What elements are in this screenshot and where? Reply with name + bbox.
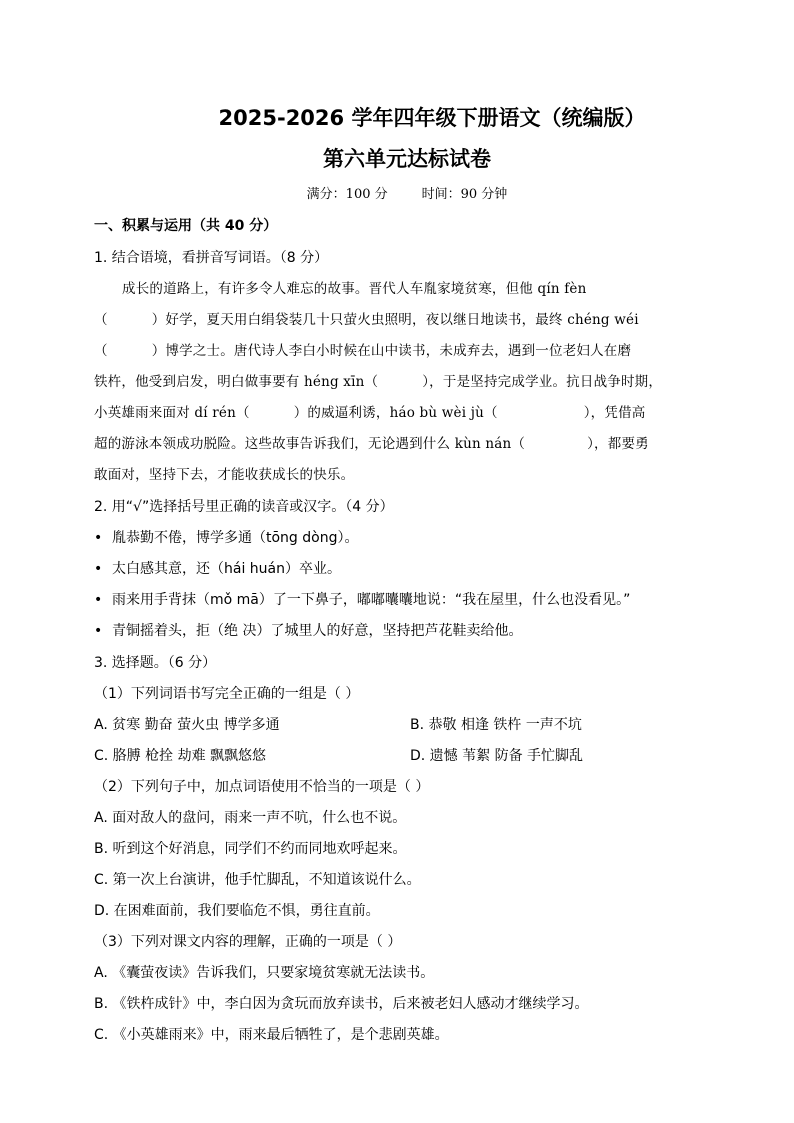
exam-meta [0,185,794,205]
option-a[interactable]: A. 贫寒 勤奋 萤火虫 博学多通 [94,717,280,733]
passage-text: 超的游泳本领成功脱险。这些故事告诉我们，无论遇到什么 kùn nán（ [94,436,526,452]
option-a[interactable]: A. 面对敌人的盘问，雨来一声不吭，什么也不说。 [94,810,407,826]
exam-subtitle: 第六单元达标试卷 [323,147,491,171]
passage-text: ）好学，夏天用白绢袋装几十只萤火虫照明，夜以继日地读书，最终 chéng wéi [151,312,639,328]
time-text: 时间：90 分钟 [421,187,508,202]
bullet-icon: • [94,592,103,608]
option-c[interactable]: C. 《小英雄雨来》中，雨来最后牺牲了，是个悲剧英雄。 [94,1027,449,1043]
section-heading: 一、积累与运用（共 40 分） [94,218,278,234]
q2-item-text: 太白感其意，还（hái huán）卒业。 [112,561,341,577]
blank-open: （ [94,343,108,359]
option-d[interactable]: D. 遗憾 苇絮 防备 手忙脚乱 [410,748,584,764]
q3-title: 3. 选择题。（6 分） [94,655,217,671]
q3-sub3-stem: （3）下列对课文内容的理解，正确的一项是（ ） [94,934,402,950]
exam-title: 2025-2026 学年四年级下册语文（统编版） [218,106,646,130]
option-b[interactable]: B. 《铁杵成针》中，李白因为贪玩而放弃读书，后来被老妇人感动才继续学习。 [94,996,589,1012]
bullet-icon: • [94,623,103,639]
q2-item-text: 雨来用手背抹（mǒ mā）了一下鼻子，嘟嘟囔囔地说：“我在屋里，什么也没看见。” [112,592,631,608]
q2-item [94,559,708,579]
q2-item [94,528,708,548]
q1-passage-line: 成长的道路上，有许多令人难忘的故事。晋代人车胤家境贫寒，但他 qín fèn [122,281,587,297]
blank-open: （ [94,312,108,328]
q1-passage-line [94,310,708,330]
q2-item-text: 青铜摇着头，拒（绝 决）了城里人的好意，坚持把芦花鞋卖给他。 [112,623,523,639]
passage-text: ）的威逼利诱，háo bù wèi jù（ [293,405,498,421]
q2-title: 2. 用“√”选择括号里正确的读音或汉字。（4 分） [94,499,394,515]
q1-passage-line [94,434,708,454]
passage-text: 铁杵，他受到启发，明白做事要有 héng xīn（ [94,374,379,390]
option-a[interactable]: A. 《囊萤夜读》告诉我们，只要家境贫寒就无法读书。 [94,965,435,981]
q1-passage-line [94,372,708,392]
score-text: 满分：100 分 [306,187,388,202]
bullet-icon: • [94,561,103,577]
q2-item [94,621,708,641]
option-c[interactable]: C. 第一次上台演讲，他手忙脚乱，不知道该说什么。 [94,872,421,888]
passage-text: ），凭借高 [583,405,646,421]
option-b[interactable]: B. 听到这个好消息，同学们不约而同地欢呼起来。 [94,841,407,857]
q2-item [94,590,708,610]
passage-text: ），都要勇 [587,436,649,452]
q3-sub2-stem: （2）下列句子中，加点词语使用不恰当的一项是（ ） [94,779,430,795]
option-c[interactable]: C. 胳膊 枪拴 劫难 飘飘悠悠 [94,748,267,764]
q1-title: 1. 结合语境，看拼音写词语。（8 分） [94,250,329,266]
option-d[interactable]: D. 在困难面前，我们要临危不惧，勇往直前。 [94,903,380,919]
bullet-icon: • [94,530,103,546]
passage-text: 小英雄雨来面对 dí rén（ [94,405,250,421]
passage-text: ），于是坚持完成学业。抗日战争时期， [422,374,663,390]
passage-text: ）博学之士。唐代诗人李白小时候在山中读书，未成弃去，遇到一位老妇人在磨 [151,343,632,359]
q1-passage-line: 敢面对，坚持下去，才能收获成长的快乐。 [94,467,355,483]
option-b[interactable]: B. 恭敬 相逢 铁杵 一声不坑 [410,717,582,733]
q3-sub1-stem: （1）下列词语书写完全正确的一组是（ ） [94,686,360,702]
q1-passage-line [94,341,708,361]
q1-passage-line [94,403,708,423]
q2-item-text: 胤恭勤不倦，博学多通（tōng dòng）。 [112,530,359,546]
